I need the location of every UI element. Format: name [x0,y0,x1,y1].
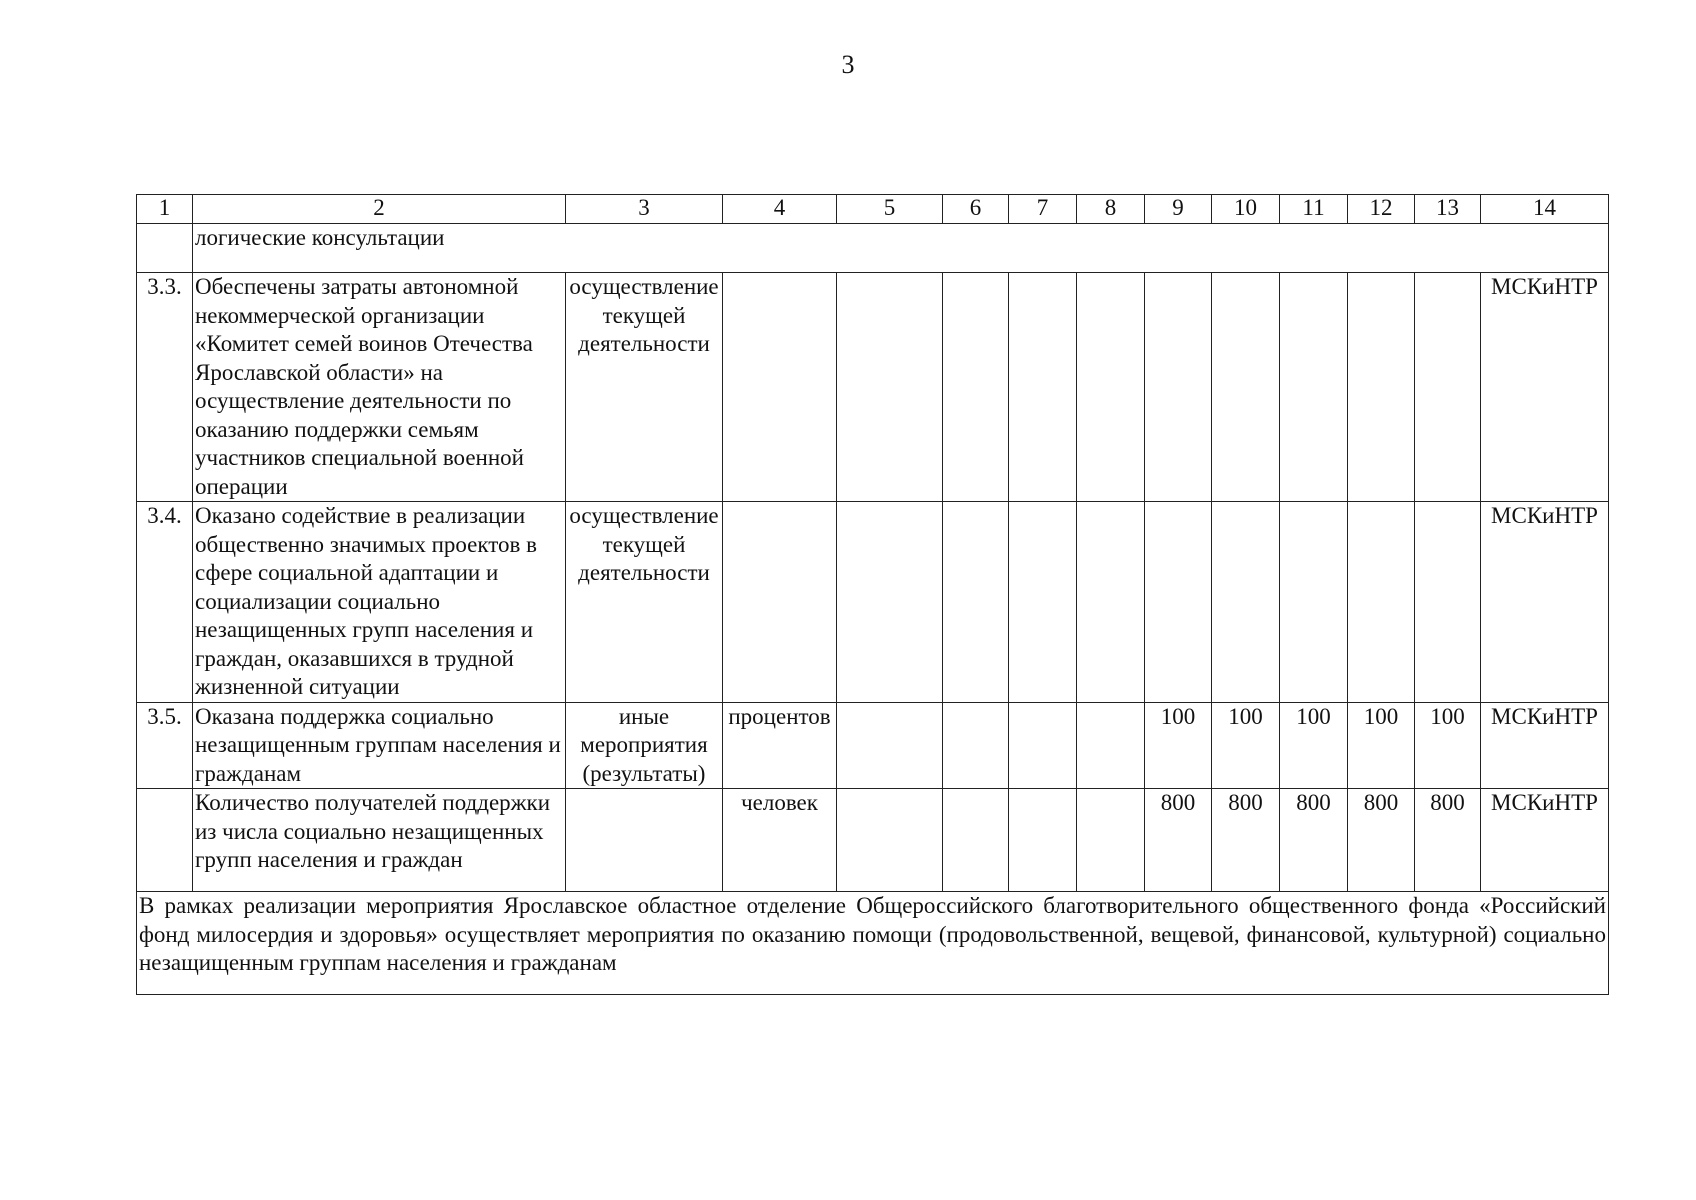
row-col-8 [1077,789,1145,892]
measures-table [136,194,1609,995]
row-col-5 [837,702,943,789]
row-number: 3.4. [137,502,193,703]
row-col-7 [1009,502,1077,703]
row-type: осуществление текущей деятельности [566,502,723,703]
row-number: 3.5. [137,702,193,789]
row-col-9 [1145,273,1212,502]
table-row [137,502,1609,703]
row-col-9 [1145,502,1212,703]
row-number [137,789,193,892]
header-cell-13: 13 [1415,195,1481,224]
row-col-11 [1280,502,1348,703]
row-col-13 [1415,273,1481,502]
row-unit: человек [723,789,837,892]
row-name: Оказана поддержка социально незащищенным группам населения и гражданам [193,702,566,789]
row-col-7 [1009,789,1077,892]
table-row [137,273,1609,502]
header-cell-1: 1 [137,195,193,224]
row-col-5 [837,789,943,892]
row-type [566,789,723,892]
header-cell-3: 3 [566,195,723,224]
row-col-11: 800 [1280,789,1348,892]
row-col-13: 800 [1415,789,1481,892]
row-col-6 [943,273,1009,502]
continuation-num-cell [137,224,193,273]
header-cell-9: 9 [1145,195,1212,224]
row-col-7 [1009,273,1077,502]
page-number: 3 [841,50,855,79]
table-row [137,702,1609,789]
header-cell-10: 10 [1212,195,1280,224]
row-col-6 [943,702,1009,789]
row-unit [723,273,837,502]
note-text: В рамках реализации мероприятия Ярославское областное отделение Общероссийского благотворительного общественного фонда «Российский фонд милосердия и здоровья» осуществляет мероприятия по оказанию помощи (продовольственной, вещевой, финансовой, культурной) социально незащищенным группам населения и гражданам [137,892,1609,995]
row-unit: процентов [723,702,837,789]
row-responsible: МСКиНТР [1481,502,1609,703]
row-col-5 [837,502,943,703]
header-cell-7: 7 [1009,195,1077,224]
row-unit [723,502,837,703]
row-col-7 [1009,702,1077,789]
row-name: Обеспечены затраты автономной некоммерческой организации «Комитет семей воинов Отечества Ярославской области» на осуществление деятельности по оказанию поддержки семьям участников специальной военной операции [193,273,566,502]
row-col-12: 800 [1348,789,1415,892]
row-col-10 [1212,502,1280,703]
row-name: Количество получателей поддержки из числа социально незащищенных групп населения и граждан [193,789,566,892]
row-col-10: 100 [1212,702,1280,789]
row-col-13 [1415,502,1481,703]
header-cell-2: 2 [193,195,566,224]
row-responsible: МСКиНТР [1481,702,1609,789]
continuation-row [137,224,1609,273]
row-col-12 [1348,502,1415,703]
row-number: 3.3. [137,273,193,502]
row-col-11 [1280,273,1348,502]
row-col-9: 100 [1145,702,1212,789]
row-name: Оказано содействие в реализации общественно значимых проектов в сфере социальной адаптации и социализации социально незащищенных групп населения и граждан, оказавшихся в трудной жизненной ситуации [193,502,566,703]
row-col-12 [1348,273,1415,502]
header-row [137,195,1609,224]
row-col-12: 100 [1348,702,1415,789]
row-col-8 [1077,273,1145,502]
header-cell-11: 11 [1280,195,1348,224]
note-row [137,892,1609,995]
header-cell-4: 4 [723,195,837,224]
row-col-11: 100 [1280,702,1348,789]
header-cell-6: 6 [943,195,1009,224]
row-type: иные мероприятия (результаты) [566,702,723,789]
continuation-text: логические консультации [193,224,1609,273]
row-col-8 [1077,702,1145,789]
table-row [137,789,1609,892]
row-responsible: МСКиНТР [1481,273,1609,502]
row-col-10 [1212,273,1280,502]
row-col-9: 800 [1145,789,1212,892]
header-cell-12: 12 [1348,195,1415,224]
row-responsible: МСКиНТР [1481,789,1609,892]
row-col-10: 800 [1212,789,1280,892]
row-col-8 [1077,502,1145,703]
row-col-6 [943,789,1009,892]
row-col-5 [837,273,943,502]
header-cell-14: 14 [1481,195,1609,224]
header-cell-5: 5 [837,195,943,224]
row-col-6 [943,502,1009,703]
row-type: осуществление текущей деятельности [566,273,723,502]
row-col-13: 100 [1415,702,1481,789]
header-cell-8: 8 [1077,195,1145,224]
